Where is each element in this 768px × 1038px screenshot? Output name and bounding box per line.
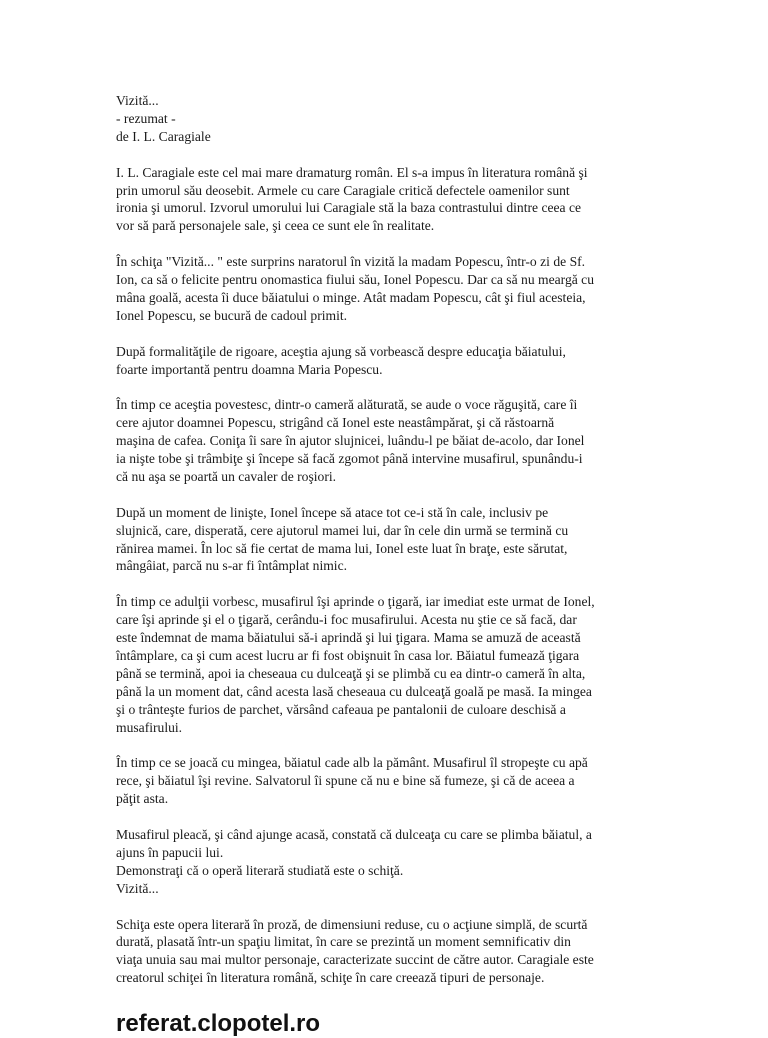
text-line: că nu aşa se poartă un cavaler de roşiori. [116, 468, 337, 484]
paragraph [116, 253, 656, 325]
text-line: păţit asta. [116, 791, 169, 807]
text-line: În timp ce aceştia povestesc, dintr-o cameră alăturată, se aude o voce răguşită, care îi [116, 397, 578, 413]
text-line: Vizită... [116, 880, 159, 896]
paragraph [116, 343, 656, 379]
text-line: Ionel Popescu, se bucură de cadoul primit. [116, 307, 348, 323]
text-line: este îndemnat de mama băiatului să-i aprindă şi lui ţigara. Mama se amuză de această [116, 630, 581, 646]
document-header [116, 92, 656, 146]
paragraph [116, 593, 656, 736]
text-line: mângâiat, parcă nu s-ar fi întâmplat nimic. [116, 558, 348, 574]
text-line: Schiţa este opera literară în proză, de dimensiuni reduse, cu o acţiune simplă, de scurtă [116, 916, 588, 932]
document-subtitle: - rezumat - [116, 110, 176, 126]
text-line: I. L. Caragiale este cel mai mare dramaturg român. El s-a impus în literatura română şi [116, 164, 588, 180]
text-line: ironia şi umorul. Izvorul umorului lui Caragiale stă la baza contrastului dintre ceea ce [116, 200, 582, 216]
document-author: de I. L. Caragiale [116, 128, 211, 144]
text-line: slujnică, care, disperată, cere ajutorul mamei lui, dar în cele din urmă se termină cu [116, 522, 569, 538]
paragraph [116, 504, 656, 576]
text-line: rece, şi băiatul îşi revine. Salvatorul îi spune că nu e bine să fumeze, şi că de aceea a [116, 773, 575, 789]
text-line: durată, plasată într-un spaţiu limitat, în care se prezintă un moment semnificativ din [116, 934, 571, 950]
text-line: După formalităţile de rigoare, aceştia ajung să vorbească despre educaţia băiatului, [116, 343, 566, 359]
text-line: viaţa unuia sau mai multor personaje, caracterizate succint de către autor. Caragiale este [116, 952, 594, 968]
text-line: mâna goală, acesta îi duce băiatului o minge. Atât madam Popescu, cât şi fiul acesteia, [116, 289, 586, 305]
paragraph [116, 916, 656, 988]
text-line: ia nişte tobe şi trâmbiţe şi începe să facă zgomot până intervine musafirul, spunându-i [116, 451, 583, 467]
text-line: întâmplare, ca şi cum acest lucru ar fi fost obişnuit în casa lor. Băiatul fumează ţigara [116, 648, 580, 663]
text-line: Ion, ca să o felicite pentru onomastica fiului său, Ionel Popescu. Dar ca să nu meargă cu [116, 272, 595, 288]
text-line: După un moment de linişte, Ionel începe să atace tot ce-i stă în cale, inclusiv pe [116, 504, 549, 520]
text-line: În timp ce se joacă cu mingea, băiatul cade alb la pământ. Musafirul îl stropeşte cu apă [116, 755, 588, 771]
document-title: Vizită... [116, 93, 159, 108]
text-line: ajuns în papucii lui. [116, 844, 224, 860]
text-line: prin umorul său deosebit. Armele cu care Caragiale critică defectele oamenilor sunt [116, 182, 570, 198]
text-line: foarte importantă pentru doamna Maria Popescu. [116, 361, 383, 377]
paragraph [116, 396, 656, 486]
watermark-text: referat.clopotel.ro [116, 1010, 321, 1037]
text-line: până la un moment dat, când acesta lasă cheseaua cu dulceaţă goală pe masă. Ia mingea [116, 683, 592, 699]
document-body [116, 92, 656, 1005]
paragraph [116, 826, 656, 898]
text-line: Musafirul pleacă, şi când ajunge acasă, constată că dulceaţa cu care se plimba băiatul, a [116, 827, 592, 843]
text-line: care îşi aprinde şi el o ţigară, cerându-i foc musafirului. Acesta nu ştie ce să facă, dar [116, 612, 577, 628]
text-line: musafirului. [116, 719, 183, 735]
text-line: rănirea mamei. În loc să fie certat de mama lui, Ionel este luat în braţe, este sărutat, [116, 540, 568, 556]
text-line: vor să pară personajele sale, şi ceea ce sunt ele în realitate. [116, 218, 435, 234]
text-line: cere ajutor doamnei Popescu, strigând că Ionel este neastâmpărat, şi că răstoarnă [116, 415, 555, 431]
text-line: Demonstraţi că o operă literară studiată este o schiţă. [116, 862, 404, 878]
paragraph [116, 754, 656, 808]
paragraph-list [116, 164, 656, 988]
text-line: În schiţa "Vizită... " este surprins naratorul în vizită la madam Popescu, într-o zi de Sf. [116, 254, 586, 270]
text-line: până se termină, apoi ia cheseaua cu dulceaţă şi se plimbă cu ea dintr-o cameră în alta, [116, 665, 586, 681]
text-line: creatorul schiţei în literatura română, schiţe în care creează tipuri de personaje. [116, 970, 545, 986]
text-line: În timp ce adulţii vorbesc, musafirul îşi aprinde o ţigară, iar imediat este urmat de Ionel, [116, 594, 595, 610]
text-line: şi o trânteşte furios de parchet, vărsând cafeaua pe pantalonii de culoare deschisă a [116, 701, 566, 717]
text-line: maşina de cafea. Coniţa îi sare în ajutor slujnicei, luându-l pe băiat de-acolo, dar Ionel [116, 433, 585, 449]
paragraph [116, 164, 656, 236]
